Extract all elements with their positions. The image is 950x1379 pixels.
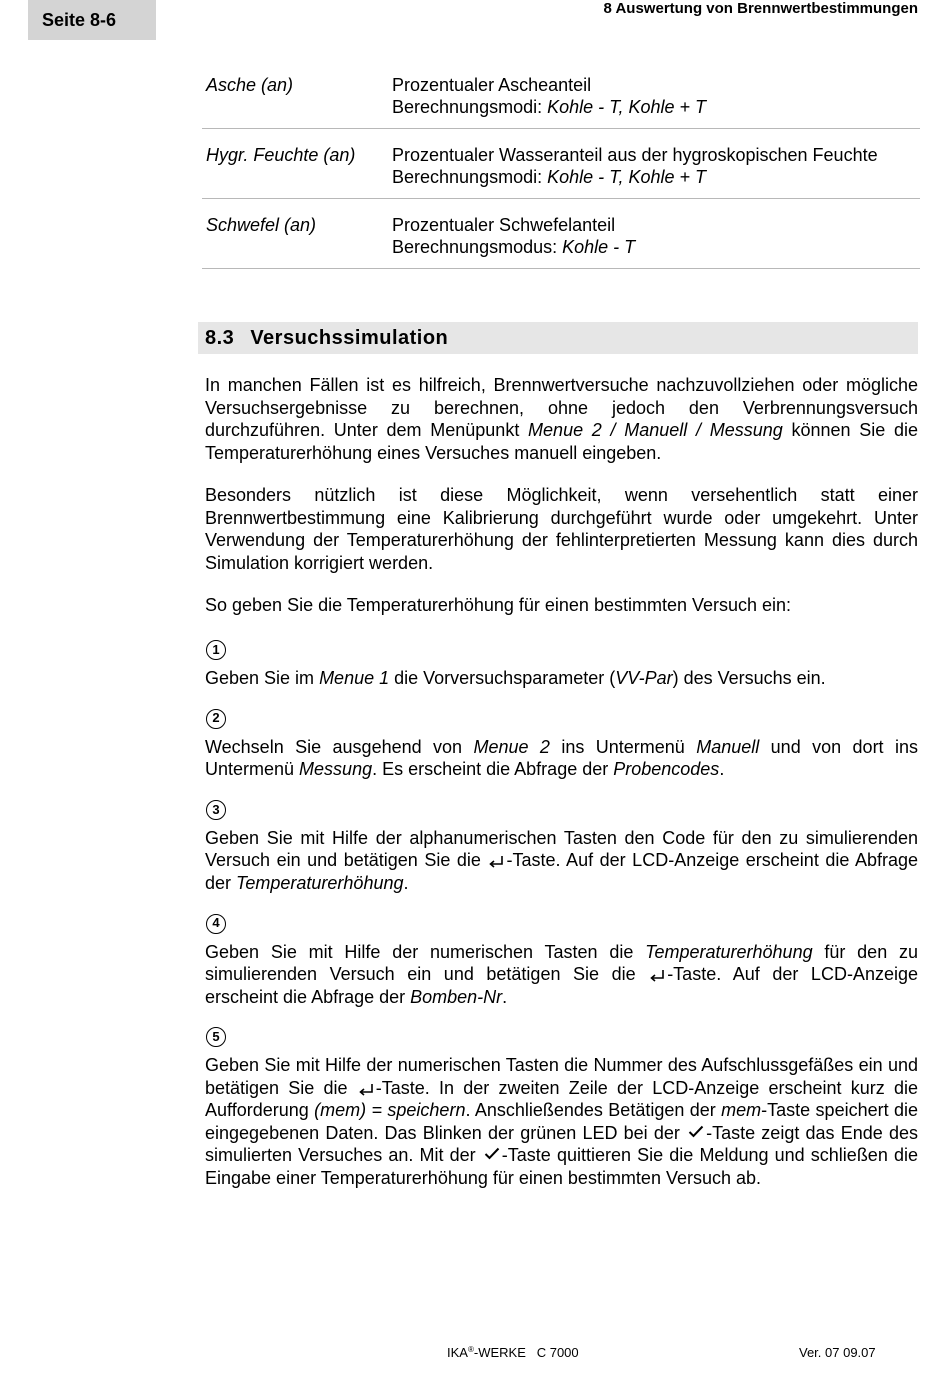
step-number: 3: [212, 801, 220, 817]
section-title: Versuchssimulation: [250, 326, 449, 349]
text-run: -Taste zeigt das Ende des simulierten Versuches an. Mit der: [205, 1122, 919, 1166]
mode-values: Kohle - T, Kohle + T: [547, 97, 707, 117]
text-run: Geben Sie mit Hilfe der numerischen Tasten die Nummer des Aufschlussgefäßes ein und betätigen Sie die: [205, 1055, 918, 1098]
menu-path: Menue 2 / Manuell / Messung: [528, 420, 783, 440]
enter-key-icon: [358, 1083, 375, 1096]
definition-mode-line: [392, 96, 920, 118]
enter-key-icon: [488, 855, 505, 868]
definition-line: Prozentualer Wasseranteil aus der hygroskopischen Feuchte: [392, 145, 878, 165]
text-run: Wechseln Sie ausgehend von: [205, 736, 474, 757]
instruction-lead: So geben Sie die Temperaturerhöhung für einen bestimmten Versuch ein:: [205, 595, 792, 615]
key-name: mem: [721, 1100, 762, 1121]
text-run: .: [403, 872, 409, 893]
text-run: Geben Sie mit Hilfe der alphanumerischen Tasten den Code für den zu simulierenden Versuch ein und betätigen Sie die: [205, 827, 918, 871]
step-2-circled-number-icon: [206, 709, 226, 729]
prompt-name: Temperaturerhöhung: [645, 941, 813, 962]
step-2-text: [205, 736, 918, 781]
intro-paragraph: [205, 374, 918, 464]
registered-mark: ®: [467, 1345, 474, 1354]
text-run: -Taste. Auf der LCD-Anzeige erscheint die Abfrage der: [205, 850, 918, 893]
step-3-text: [205, 827, 918, 895]
chapter-running-head: 8 Auswertung von Brennwertbestimmungen: [603, 0, 918, 17]
definition-mode-line: [392, 236, 920, 258]
parameter-name: VV-Par: [615, 667, 673, 688]
step-5-text: [205, 1054, 918, 1189]
model-name: -WERKE C 7000: [473, 1345, 579, 1360]
step-4-text: [205, 941, 918, 1009]
text-run: .: [502, 986, 508, 1007]
step-number: 5: [212, 1029, 220, 1044]
section-heading: [198, 322, 918, 354]
definition-row: [202, 72, 920, 129]
definition-line: Prozentualer Ascheanteil: [392, 75, 592, 95]
text-run: können Sie die Temperaturerhöhung eines Versuches manuell eingeben.: [205, 420, 919, 463]
definition-term: Schwefel (an): [206, 215, 317, 235]
enter-key-icon: [649, 969, 666, 982]
menu-name: Menue 2: [473, 736, 550, 757]
step-1-text: [205, 667, 918, 690]
definition-description: [392, 144, 920, 188]
display-message: (mem) = speichern: [314, 1100, 466, 1121]
text-run: Geben Sie mit Hilfe der numerischen Tasten die: [205, 941, 646, 962]
text-run: -Taste. In der zweiten Zeile der LCD-Anzeige erscheint kurz die Aufforderung: [205, 1077, 919, 1121]
prompt-name: Temperaturerhöhung: [236, 872, 404, 893]
definition-mode-line: [392, 166, 920, 188]
mode-label: Berechnungsmodus:: [392, 237, 563, 257]
mode-values: Kohle - T, Kohle + T: [547, 167, 707, 187]
text-run: -Taste quittieren Sie die Meldung und schließen die Eingabe einer Temperaturerhöhung für einen bestimmten Versuch ab.: [205, 1145, 918, 1188]
mode-label: Berechnungsmodi:: [392, 167, 548, 187]
check-key-icon: [688, 1125, 704, 1138]
footer-brand: [447, 1345, 579, 1360]
text-run: und von dort ins Untermenü: [205, 736, 918, 779]
prompt-name: Bomben-Nr: [410, 986, 503, 1007]
definition-term: Hygr. Feuchte (an): [206, 145, 356, 165]
definition-description: [392, 74, 920, 118]
page-label-text: Seite 8-6: [42, 9, 117, 30]
step-number: 1: [212, 641, 220, 657]
mode-values: Kohle - T: [562, 237, 636, 257]
text-run: die Vorversuchsparameter (: [389, 667, 616, 688]
definition-table: [202, 72, 920, 269]
submenu-name: Messung: [299, 759, 373, 779]
submenu-name: Manuell: [696, 736, 760, 757]
definition-line: Prozentualer Schwefelanteil: [392, 215, 616, 235]
definition-description: [392, 214, 920, 258]
prompt-name: Probencodes: [613, 759, 720, 779]
text-run: für den zu simulierenden Versuch ein und betätigen Sie die: [205, 941, 918, 984]
step-5-circled-number-icon: [206, 1027, 226, 1047]
definition-row: [202, 142, 920, 199]
menu-name: Menue 1: [319, 667, 390, 688]
brand-name: IKA: [447, 1345, 468, 1360]
text-run: . Anschließendes Betätigen der: [465, 1100, 722, 1121]
text-run: Geben Sie im: [205, 667, 320, 688]
text-run: ) des Versuchs ein.: [672, 667, 826, 688]
step-number: 4: [212, 915, 220, 931]
step-3-circled-number-icon: [206, 800, 226, 820]
page-label: [28, 0, 156, 40]
step-number: 2: [212, 710, 220, 726]
check-key-icon: [484, 1147, 500, 1160]
text-run: . Es erscheint die Abfrage der: [372, 759, 614, 779]
usage-paragraph: Besonders nützlich ist diese Möglichkeit, wenn versehentlich statt einer Brennwertbestimmung eine Kalibrierung durchgeführt wurde oder umgekehrt. Unter Verwendung der Temperaturerhöhung der fehlinterpretierten Messung kann dies durch Simulation korrigiert werden.: [205, 485, 918, 573]
text-run: ins Untermenü: [549, 736, 697, 757]
text-run: .: [719, 759, 725, 779]
footer-version: Ver. 07 09.07: [799, 1345, 876, 1360]
text-run: In manchen Fällen ist es hilfreich, Brennwertversuche nachzuvollziehen oder mögliche Versuchsergebnisse zu berechnen, ohne jedoch den Verbrennungsversuch durchzuführen. Unter dem Menüpunkt: [205, 375, 918, 440]
definition-term: Asche (an): [206, 75, 294, 95]
text-run: -Taste speichert die eingegebenen Daten. Das Blinken der grünen LED bei der: [205, 1100, 918, 1143]
step-4-circled-number-icon: [206, 914, 226, 934]
section-number: 8.3: [205, 326, 235, 349]
step-1-circled-number-icon: [206, 640, 226, 660]
section-body: [205, 374, 918, 1205]
text-run: -Taste. Auf der LCD-Anzeige erscheint die Abfrage der: [205, 964, 918, 1007]
definition-row: [202, 212, 920, 269]
mode-label: Berechnungsmodi:: [392, 97, 548, 117]
